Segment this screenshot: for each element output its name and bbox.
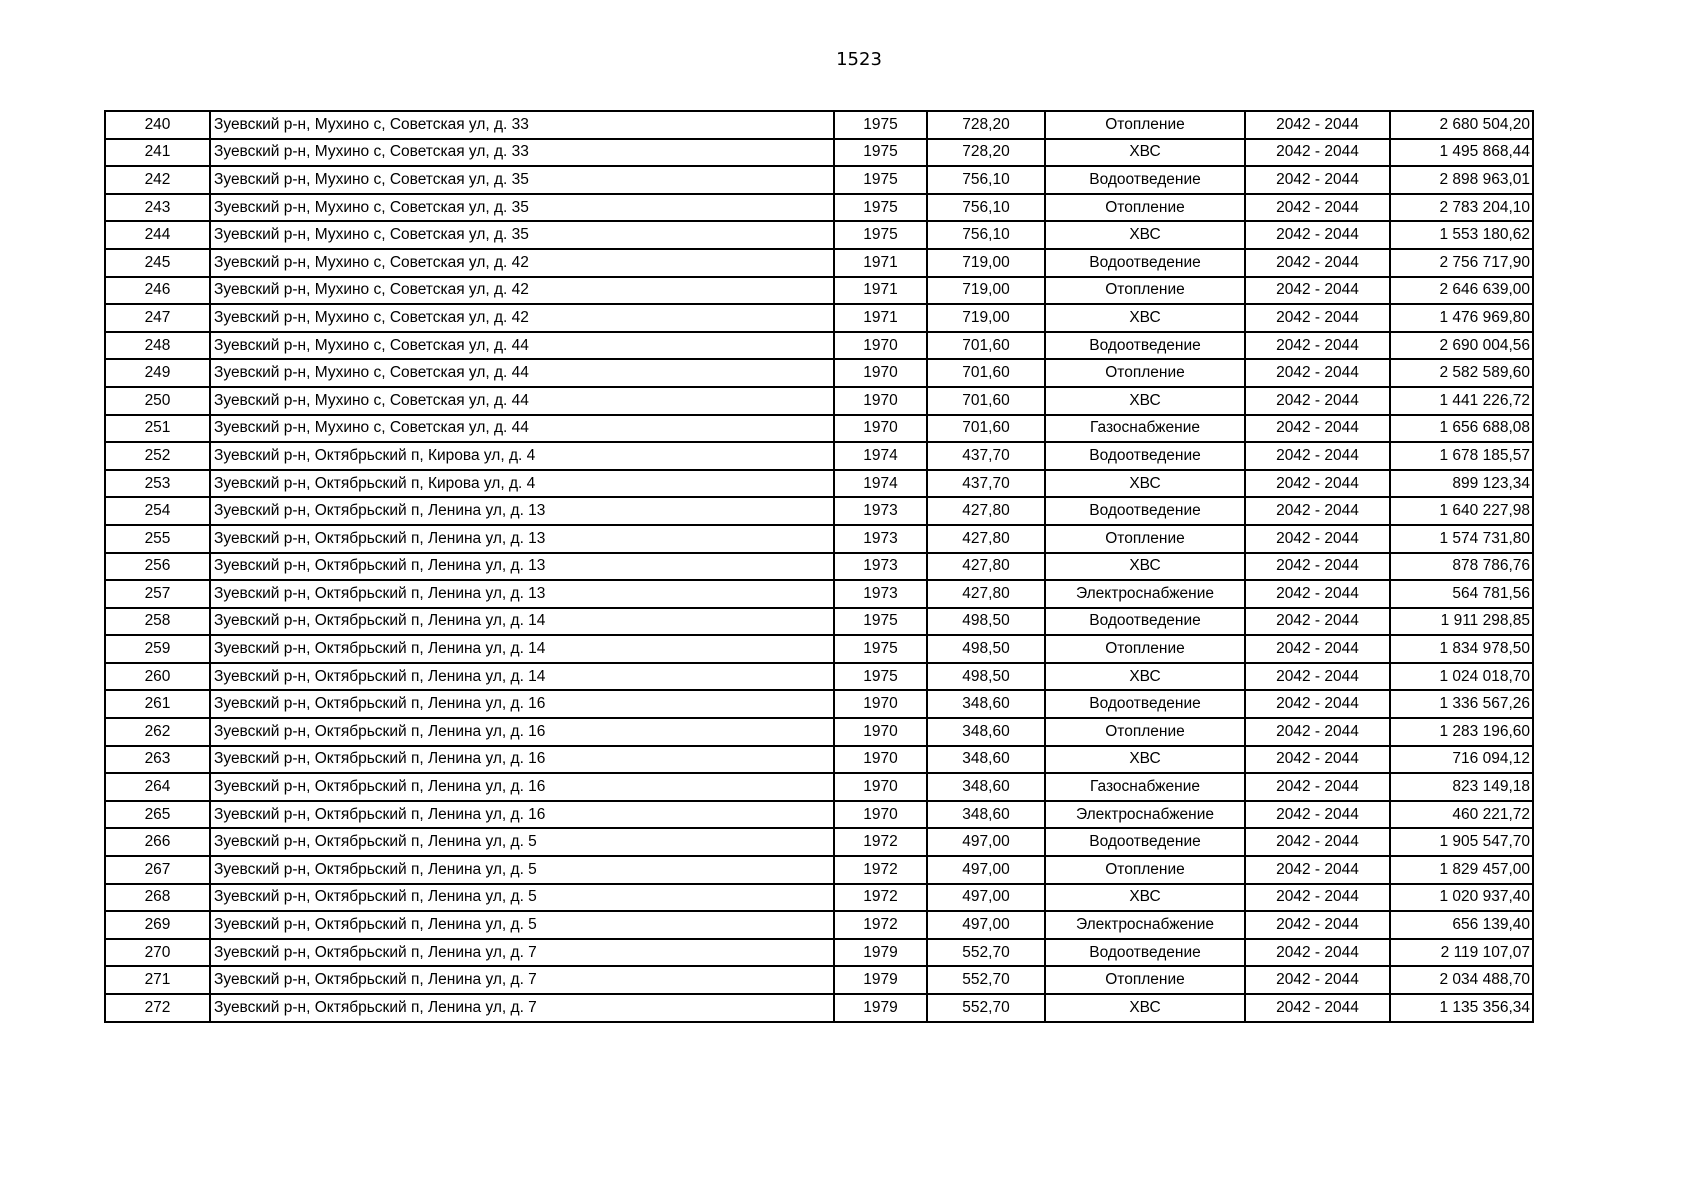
period-cell: 2042 - 2044	[1245, 994, 1390, 1022]
area-cell: 348,60	[927, 718, 1045, 746]
period-cell: 2042 - 2044	[1245, 663, 1390, 691]
address-cell: Зуевский р-н, Мухино с, Советская ул, д. 44	[210, 387, 834, 415]
table-row	[105, 249, 1533, 277]
cost-cell: 1 495 868,44	[1390, 139, 1533, 167]
table-row	[105, 911, 1533, 939]
address-cell: Зуевский р-н, Октябрьский п, Ленина ул, д. 5	[210, 856, 834, 884]
address-cell: Зуевский р-н, Октябрьский п, Ленина ул, д. 7	[210, 939, 834, 967]
row-number-cell: 259	[105, 635, 210, 663]
address-cell: Зуевский р-н, Октябрьский п, Ленина ул, д. 16	[210, 773, 834, 801]
address-cell: Зуевский р-н, Октябрьский п, Ленина ул, д. 16	[210, 746, 834, 774]
table-row	[105, 884, 1533, 912]
table-row	[105, 828, 1533, 856]
area-cell: 719,00	[927, 304, 1045, 332]
table-row	[105, 194, 1533, 222]
period-cell: 2042 - 2044	[1245, 773, 1390, 801]
service-type-cell: Отопление	[1045, 966, 1245, 994]
year-built-cell: 1975	[834, 166, 927, 194]
cost-cell: 899 123,34	[1390, 470, 1533, 498]
address-cell: Зуевский р-н, Октябрьский п, Ленина ул, д. 13	[210, 553, 834, 581]
service-type-cell: Отопление	[1045, 718, 1245, 746]
table-row	[105, 221, 1533, 249]
address-cell: Зуевский р-н, Октябрьский п, Ленина ул, д. 5	[210, 911, 834, 939]
row-number-cell: 242	[105, 166, 210, 194]
service-type-cell: ХВС	[1045, 470, 1245, 498]
table-row	[105, 690, 1533, 718]
cost-cell: 1 553 180,62	[1390, 221, 1533, 249]
row-number-cell: 245	[105, 249, 210, 277]
service-type-cell: ХВС	[1045, 663, 1245, 691]
service-type-cell: ХВС	[1045, 746, 1245, 774]
year-built-cell: 1975	[834, 221, 927, 249]
cost-cell: 1 336 567,26	[1390, 690, 1533, 718]
period-cell: 2042 - 2044	[1245, 939, 1390, 967]
address-cell: Зуевский р-н, Мухино с, Советская ул, д. 35	[210, 166, 834, 194]
year-built-cell: 1970	[834, 387, 927, 415]
row-number-cell: 253	[105, 470, 210, 498]
area-cell: 497,00	[927, 884, 1045, 912]
cost-cell: 716 094,12	[1390, 746, 1533, 774]
period-cell: 2042 - 2044	[1245, 608, 1390, 636]
area-cell: 348,60	[927, 801, 1045, 829]
year-built-cell: 1970	[834, 415, 927, 443]
area-cell: 701,60	[927, 332, 1045, 360]
service-type-cell: Водоотведение	[1045, 497, 1245, 525]
table-row	[105, 553, 1533, 581]
row-number-cell: 255	[105, 525, 210, 553]
cost-cell: 823 149,18	[1390, 773, 1533, 801]
service-type-cell: Газоснабжение	[1045, 773, 1245, 801]
period-cell: 2042 - 2044	[1245, 828, 1390, 856]
area-cell: 728,20	[927, 111, 1045, 139]
row-number-cell: 262	[105, 718, 210, 746]
service-type-cell: Водоотведение	[1045, 332, 1245, 360]
year-built-cell: 1979	[834, 966, 927, 994]
area-cell: 497,00	[927, 911, 1045, 939]
cost-cell: 1 678 185,57	[1390, 442, 1533, 470]
service-type-cell: Водоотведение	[1045, 166, 1245, 194]
service-type-cell: Газоснабжение	[1045, 415, 1245, 443]
cost-cell: 2 119 107,07	[1390, 939, 1533, 967]
table-row	[105, 359, 1533, 387]
service-type-cell: Отопление	[1045, 111, 1245, 139]
table-row	[105, 497, 1533, 525]
service-type-cell: Электроснабжение	[1045, 580, 1245, 608]
period-cell: 2042 - 2044	[1245, 359, 1390, 387]
repair-schedule-table	[104, 110, 1534, 1023]
row-number-cell: 258	[105, 608, 210, 636]
period-cell: 2042 - 2044	[1245, 553, 1390, 581]
area-cell: 348,60	[927, 690, 1045, 718]
year-built-cell: 1975	[834, 194, 927, 222]
year-built-cell: 1974	[834, 442, 927, 470]
table-row	[105, 856, 1533, 884]
address-cell: Зуевский р-н, Октябрьский п, Ленина ул, д. 13	[210, 525, 834, 553]
area-cell: 552,70	[927, 994, 1045, 1022]
address-cell: Зуевский р-н, Октябрьский п, Ленина ул, д. 14	[210, 663, 834, 691]
area-cell: 348,60	[927, 773, 1045, 801]
service-type-cell: ХВС	[1045, 553, 1245, 581]
row-number-cell: 248	[105, 332, 210, 360]
area-cell: 701,60	[927, 387, 1045, 415]
address-cell: Зуевский р-н, Октябрьский п, Ленина ул, д. 7	[210, 966, 834, 994]
year-built-cell: 1973	[834, 497, 927, 525]
area-cell: 427,80	[927, 553, 1045, 581]
cost-cell: 460 221,72	[1390, 801, 1533, 829]
period-cell: 2042 - 2044	[1245, 139, 1390, 167]
service-type-cell: ХВС	[1045, 221, 1245, 249]
area-cell: 756,10	[927, 221, 1045, 249]
period-cell: 2042 - 2044	[1245, 442, 1390, 470]
row-number-cell: 252	[105, 442, 210, 470]
address-cell: Зуевский р-н, Мухино с, Советская ул, д. 33	[210, 111, 834, 139]
service-type-cell: Водоотведение	[1045, 608, 1245, 636]
table-row	[105, 635, 1533, 663]
cost-cell: 878 786,76	[1390, 553, 1533, 581]
address-cell: Зуевский р-н, Мухино с, Советская ул, д. 44	[210, 359, 834, 387]
row-number-cell: 261	[105, 690, 210, 718]
area-cell: 719,00	[927, 249, 1045, 277]
period-cell: 2042 - 2044	[1245, 415, 1390, 443]
year-built-cell: 1971	[834, 277, 927, 305]
row-number-cell: 260	[105, 663, 210, 691]
table-row	[105, 111, 1533, 139]
row-number-cell: 257	[105, 580, 210, 608]
row-number-cell: 246	[105, 277, 210, 305]
row-number-cell: 244	[105, 221, 210, 249]
area-cell: 498,50	[927, 608, 1045, 636]
row-number-cell: 254	[105, 497, 210, 525]
cost-cell: 2 582 589,60	[1390, 359, 1533, 387]
cost-cell: 1 574 731,80	[1390, 525, 1533, 553]
period-cell: 2042 - 2044	[1245, 332, 1390, 360]
year-built-cell: 1972	[834, 828, 927, 856]
cost-cell: 1 905 547,70	[1390, 828, 1533, 856]
row-number-cell: 263	[105, 746, 210, 774]
year-built-cell: 1972	[834, 911, 927, 939]
address-cell: Зуевский р-н, Октябрьский п, Кирова ул, д. 4	[210, 442, 834, 470]
area-cell: 498,50	[927, 663, 1045, 691]
service-type-cell: Отопление	[1045, 359, 1245, 387]
table-row	[105, 801, 1533, 829]
table-row	[105, 470, 1533, 498]
row-number-cell: 270	[105, 939, 210, 967]
address-cell: Зуевский р-н, Октябрьский п, Ленина ул, д. 16	[210, 718, 834, 746]
period-cell: 2042 - 2044	[1245, 166, 1390, 194]
service-type-cell: Водоотведение	[1045, 690, 1245, 718]
table-row	[105, 580, 1533, 608]
period-cell: 2042 - 2044	[1245, 690, 1390, 718]
row-number-cell: 256	[105, 553, 210, 581]
table-row	[105, 718, 1533, 746]
address-cell: Зуевский р-н, Мухино с, Советская ул, д. 44	[210, 332, 834, 360]
cost-cell: 1 911 298,85	[1390, 608, 1533, 636]
area-cell: 701,60	[927, 359, 1045, 387]
address-cell: Зуевский р-н, Мухино с, Советская ул, д. 44	[210, 415, 834, 443]
table-row	[105, 608, 1533, 636]
cost-cell: 2 783 204,10	[1390, 194, 1533, 222]
period-cell: 2042 - 2044	[1245, 111, 1390, 139]
area-cell: 701,60	[927, 415, 1045, 443]
year-built-cell: 1975	[834, 111, 927, 139]
period-cell: 2042 - 2044	[1245, 884, 1390, 912]
table-row	[105, 415, 1533, 443]
cost-cell: 2 646 639,00	[1390, 277, 1533, 305]
area-cell: 437,70	[927, 470, 1045, 498]
area-cell: 497,00	[927, 828, 1045, 856]
row-number-cell: 250	[105, 387, 210, 415]
period-cell: 2042 - 2044	[1245, 249, 1390, 277]
address-cell: Зуевский р-н, Октябрьский п, Кирова ул, д. 4	[210, 470, 834, 498]
year-built-cell: 1974	[834, 470, 927, 498]
service-type-cell: Отопление	[1045, 194, 1245, 222]
period-cell: 2042 - 2044	[1245, 911, 1390, 939]
row-number-cell: 266	[105, 828, 210, 856]
table-row	[105, 525, 1533, 553]
area-cell: 719,00	[927, 277, 1045, 305]
table-row	[105, 277, 1533, 305]
service-type-cell: ХВС	[1045, 387, 1245, 415]
service-type-cell: Водоотведение	[1045, 249, 1245, 277]
service-type-cell: Электроснабжение	[1045, 911, 1245, 939]
cost-cell: 2 680 504,20	[1390, 111, 1533, 139]
row-number-cell: 243	[105, 194, 210, 222]
year-built-cell: 1972	[834, 856, 927, 884]
service-type-cell: ХВС	[1045, 884, 1245, 912]
period-cell: 2042 - 2044	[1245, 525, 1390, 553]
year-built-cell: 1975	[834, 663, 927, 691]
year-built-cell: 1970	[834, 773, 927, 801]
address-cell: Зуевский р-н, Октябрьский п, Ленина ул, д. 13	[210, 580, 834, 608]
address-cell: Зуевский р-н, Октябрьский п, Ленина ул, д. 7	[210, 994, 834, 1022]
cost-cell: 656 139,40	[1390, 911, 1533, 939]
cost-cell: 1 834 978,50	[1390, 635, 1533, 663]
period-cell: 2042 - 2044	[1245, 580, 1390, 608]
table-row	[105, 966, 1533, 994]
year-built-cell: 1970	[834, 690, 927, 718]
address-cell: Зуевский р-н, Октябрьский п, Ленина ул, д. 14	[210, 608, 834, 636]
cost-cell: 564 781,56	[1390, 580, 1533, 608]
period-cell: 2042 - 2044	[1245, 304, 1390, 332]
year-built-cell: 1971	[834, 249, 927, 277]
year-built-cell: 1979	[834, 939, 927, 967]
row-number-cell: 251	[105, 415, 210, 443]
cost-cell: 1 829 457,00	[1390, 856, 1533, 884]
year-built-cell: 1970	[834, 359, 927, 387]
address-cell: Зуевский р-н, Мухино с, Советская ул, д. 35	[210, 194, 834, 222]
period-cell: 2042 - 2044	[1245, 470, 1390, 498]
period-cell: 2042 - 2044	[1245, 277, 1390, 305]
address-cell: Зуевский р-н, Мухино с, Советская ул, д. 33	[210, 139, 834, 167]
row-number-cell: 269	[105, 911, 210, 939]
period-cell: 2042 - 2044	[1245, 194, 1390, 222]
row-number-cell: 268	[105, 884, 210, 912]
area-cell: 552,70	[927, 966, 1045, 994]
service-type-cell: Водоотведение	[1045, 939, 1245, 967]
year-built-cell: 1972	[834, 884, 927, 912]
row-number-cell: 267	[105, 856, 210, 884]
period-cell: 2042 - 2044	[1245, 966, 1390, 994]
year-built-cell: 1973	[834, 553, 927, 581]
service-type-cell: ХВС	[1045, 304, 1245, 332]
address-cell: Зуевский р-н, Мухино с, Советская ул, д. 42	[210, 277, 834, 305]
year-built-cell: 1973	[834, 525, 927, 553]
cost-cell: 2 690 004,56	[1390, 332, 1533, 360]
period-cell: 2042 - 2044	[1245, 387, 1390, 415]
year-built-cell: 1970	[834, 718, 927, 746]
table-row	[105, 442, 1533, 470]
area-cell: 552,70	[927, 939, 1045, 967]
area-cell: 427,80	[927, 525, 1045, 553]
row-number-cell: 271	[105, 966, 210, 994]
address-cell: Зуевский р-н, Октябрьский п, Ленина ул, д. 5	[210, 884, 834, 912]
service-type-cell: ХВС	[1045, 994, 1245, 1022]
cost-cell: 2 756 717,90	[1390, 249, 1533, 277]
cost-cell: 1 640 227,98	[1390, 497, 1533, 525]
period-cell: 2042 - 2044	[1245, 221, 1390, 249]
service-type-cell: Отопление	[1045, 525, 1245, 553]
area-cell: 427,80	[927, 580, 1045, 608]
cost-cell: 2 898 963,01	[1390, 166, 1533, 194]
year-built-cell: 1971	[834, 304, 927, 332]
service-type-cell: Водоотведение	[1045, 442, 1245, 470]
table-row	[105, 304, 1533, 332]
row-number-cell: 272	[105, 994, 210, 1022]
table-row	[105, 332, 1533, 360]
table-row	[105, 387, 1533, 415]
row-number-cell: 249	[105, 359, 210, 387]
address-cell: Зуевский р-н, Мухино с, Советская ул, д. 42	[210, 304, 834, 332]
period-cell: 2042 - 2044	[1245, 801, 1390, 829]
year-built-cell: 1970	[834, 746, 927, 774]
row-number-cell: 247	[105, 304, 210, 332]
table-row	[105, 939, 1533, 967]
address-cell: Зуевский р-н, Октябрьский п, Ленина ул, д. 16	[210, 690, 834, 718]
table-row	[105, 139, 1533, 167]
address-cell: Зуевский р-н, Октябрьский п, Ленина ул, д. 13	[210, 497, 834, 525]
year-built-cell: 1975	[834, 635, 927, 663]
table-row	[105, 746, 1533, 774]
address-cell: Зуевский р-н, Мухино с, Советская ул, д. 35	[210, 221, 834, 249]
area-cell: 497,00	[927, 856, 1045, 884]
table-row	[105, 166, 1533, 194]
cost-cell: 1 656 688,08	[1390, 415, 1533, 443]
table-row	[105, 773, 1533, 801]
period-cell: 2042 - 2044	[1245, 497, 1390, 525]
service-type-cell: Отопление	[1045, 856, 1245, 884]
year-built-cell: 1970	[834, 332, 927, 360]
period-cell: 2042 - 2044	[1245, 635, 1390, 663]
service-type-cell: Отопление	[1045, 277, 1245, 305]
year-built-cell: 1970	[834, 801, 927, 829]
row-number-cell: 240	[105, 111, 210, 139]
table-row	[105, 994, 1533, 1022]
table-row	[105, 663, 1533, 691]
area-cell: 728,20	[927, 139, 1045, 167]
address-cell: Зуевский р-н, Октябрьский п, Ленина ул, д. 5	[210, 828, 834, 856]
year-built-cell: 1979	[834, 994, 927, 1022]
cost-cell: 1 283 196,60	[1390, 718, 1533, 746]
area-cell: 348,60	[927, 746, 1045, 774]
service-type-cell: Водоотведение	[1045, 828, 1245, 856]
row-number-cell: 265	[105, 801, 210, 829]
page-number: 1523	[836, 49, 882, 70]
cost-cell: 2 034 488,70	[1390, 966, 1533, 994]
year-built-cell: 1975	[834, 139, 927, 167]
period-cell: 2042 - 2044	[1245, 718, 1390, 746]
service-type-cell: Электроснабжение	[1045, 801, 1245, 829]
service-type-cell: Отопление	[1045, 635, 1245, 663]
year-built-cell: 1973	[834, 580, 927, 608]
service-type-cell: ХВС	[1045, 139, 1245, 167]
row-number-cell: 264	[105, 773, 210, 801]
cost-cell: 1 024 018,70	[1390, 663, 1533, 691]
year-built-cell: 1975	[834, 608, 927, 636]
cost-cell: 1 476 969,80	[1390, 304, 1533, 332]
cost-cell: 1 441 226,72	[1390, 387, 1533, 415]
cost-cell: 1 135 356,34	[1390, 994, 1533, 1022]
period-cell: 2042 - 2044	[1245, 856, 1390, 884]
address-cell: Зуевский р-н, Октябрьский п, Ленина ул, д. 14	[210, 635, 834, 663]
period-cell: 2042 - 2044	[1245, 746, 1390, 774]
area-cell: 427,80	[927, 497, 1045, 525]
table-body	[105, 111, 1533, 1022]
row-number-cell: 241	[105, 139, 210, 167]
area-cell: 437,70	[927, 442, 1045, 470]
area-cell: 756,10	[927, 194, 1045, 222]
area-cell: 498,50	[927, 635, 1045, 663]
address-cell: Зуевский р-н, Октябрьский п, Ленина ул, д. 16	[210, 801, 834, 829]
area-cell: 756,10	[927, 166, 1045, 194]
cost-cell: 1 020 937,40	[1390, 884, 1533, 912]
address-cell: Зуевский р-н, Мухино с, Советская ул, д. 42	[210, 249, 834, 277]
